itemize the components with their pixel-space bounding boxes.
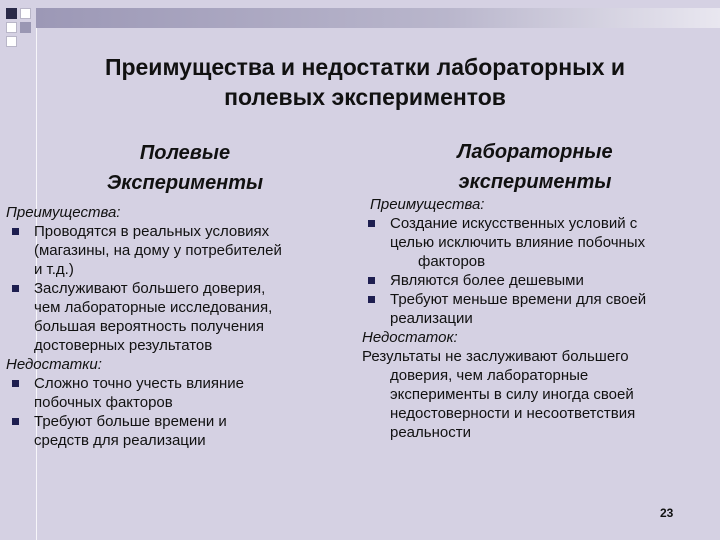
list-item [6,374,356,412]
list-item [362,214,712,271]
item-line: Заслуживают большего доверия, [34,280,266,297]
right-disadvantage-label: Недостаток: [362,329,458,346]
item-line: Требуют меньше времени для своей [390,291,647,308]
right-advantages-label: Преимущества: [370,196,485,213]
item-line: целью исключить влияние побочных [390,234,646,251]
text-line: реальности [390,424,471,441]
header-gradient-bar [36,8,720,28]
item-line: Являются более дешевыми [390,272,584,289]
bullet-icon [12,285,19,292]
title-line-1: Преимущества и недостатки лабораторных и [104,54,626,80]
bullet-icon [368,220,375,227]
item-line: достоверных результатов [34,337,213,354]
deco-square [20,22,31,33]
bullet-icon [12,228,19,235]
text-line: недостоверности и несоответствия [390,405,636,422]
list-item [6,279,356,355]
page-number: 23 [660,506,674,520]
list-item [362,271,712,290]
right-disadvantage-text [362,347,712,442]
text-line: доверия, чем лабораторные [390,367,589,384]
left-heading-line-2: Эксперименты [106,172,264,194]
list-item [362,290,712,328]
bullet-icon [12,380,19,387]
item-line: Проводятся в реальных условиях [34,223,270,240]
text-line: эксперименты в силу иногда своей [390,386,634,403]
deco-square [20,8,31,19]
item-line: средств для реализации [34,432,206,449]
item-line: (магазины, на дому у потребителей [34,242,282,259]
bullet-icon [368,277,375,284]
item-line: Создание искусственных условий с [390,215,638,232]
list-item [6,412,356,450]
item-line: факторов [418,253,486,270]
deco-square [6,36,17,47]
bullet-icon [368,296,375,303]
left-column [6,203,356,450]
left-column-heading [70,138,300,198]
right-column [362,195,712,442]
item-line: реализации [390,310,473,327]
title-line-2: полевых экспериментов [224,84,506,110]
item-line: чем лабораторные исследования, [34,299,273,316]
deco-square [6,8,17,19]
left-heading-line-1: Полевые [139,142,231,164]
bullet-icon [12,418,19,425]
item-line: Сложно точно учесть влияние [34,375,244,392]
list-item [6,222,356,279]
left-advantages-label: Преимущества: [6,204,121,221]
deco-square [6,22,17,33]
item-line: Требуют больше времени и [34,413,227,430]
item-line: большая вероятность получения [34,318,264,335]
right-heading-line-2: эксперименты [458,171,612,193]
right-heading-line-1: Лабораторные [457,141,613,163]
left-disadvantages-label: Недостатки: [6,356,102,373]
slide-title [30,52,700,112]
text-line: Результаты не заслуживают большего [362,348,629,365]
item-line: побочных факторов [34,394,173,411]
right-column-heading [410,137,660,197]
item-line: и т.д.) [34,261,74,278]
